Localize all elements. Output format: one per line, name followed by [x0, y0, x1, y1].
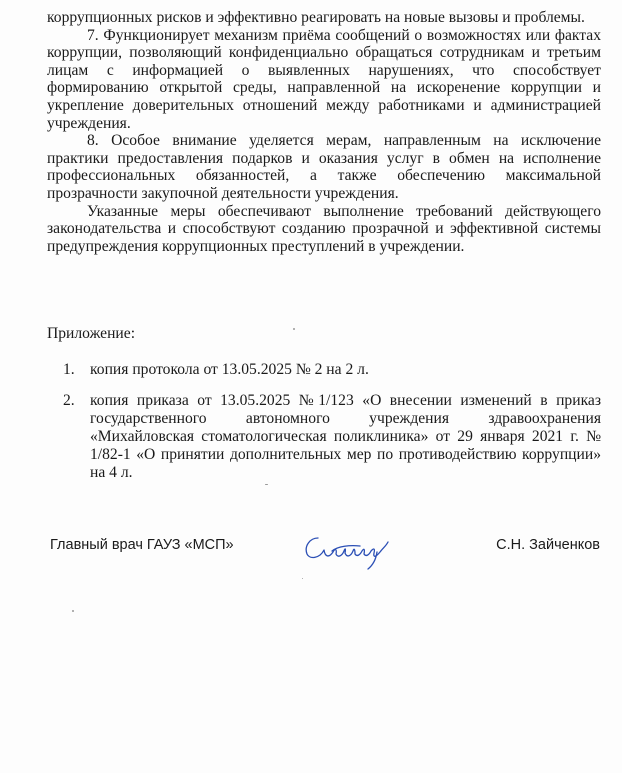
appendix-list: [63, 361, 601, 495]
paragraph-item-8: 8. Особое внимание уделяется мерам, направленным на исключение практики предоставления подарков и оказания услуг в обмен на исполнение профессиональных обязанностей, а также обеспечению максимальной прозрачности закупочной деятельности учреждения.: [47, 132, 601, 202]
appendix-item: [63, 361, 601, 379]
paragraph-item-7: 7. Функционирует механизм приёма сообщений о возможностях или фактах коррупции, позволяющий конфиденциально обращаться сотрудникам и третьим лицам с информацией о выявленных нарушениях, что способствует формированию открытой среды, направленной на искоренение коррупции и укрепление доверительных отношений между работниками и администрацией учреждения.: [47, 26, 601, 132]
appendix-item-number: 1.: [63, 361, 75, 378]
scan-speck: [265, 484, 268, 485]
scan-speck: [302, 578, 303, 579]
appendix-item-number: 2.: [63, 392, 75, 409]
handwritten-signature: [298, 524, 398, 572]
scan-speck: [72, 610, 74, 612]
appendix-item-text: копия протокола от 13.05.2025 № 2 на 2 л.: [90, 361, 369, 378]
body-text: [47, 9, 601, 255]
scan-speck: [293, 328, 295, 330]
appendix-item-text: копия приказа от 13.05.2025 №1/123 «О внесении изменений в приказ государственного автономного учреждения здравоохранения «Михайловская стоматологическая поликлиника» от 29 января 2021 г. № 1/82-1 «О принятии дополнительных мер по противодействию коррупции» на 4 л.: [90, 392, 601, 481]
paragraph-continuation: коррупционных рисков и эффективно реагировать на новые вызовы и проблемы.: [47, 9, 585, 26]
paragraph-conclusion: Указанные меры обеспечивают выполнение требований действующего законодательства и способствуют созданию прозрачной и эффективной системы предупреждения коррупционных преступлений в учреждении.: [47, 202, 601, 255]
signatory-title: Главный врач ГАУЗ «МСП»: [50, 537, 234, 553]
signatory-name: С.Н. Зайченков: [496, 537, 600, 553]
appendix-item: [63, 392, 601, 482]
appendix-heading: Приложение:: [47, 325, 136, 342]
